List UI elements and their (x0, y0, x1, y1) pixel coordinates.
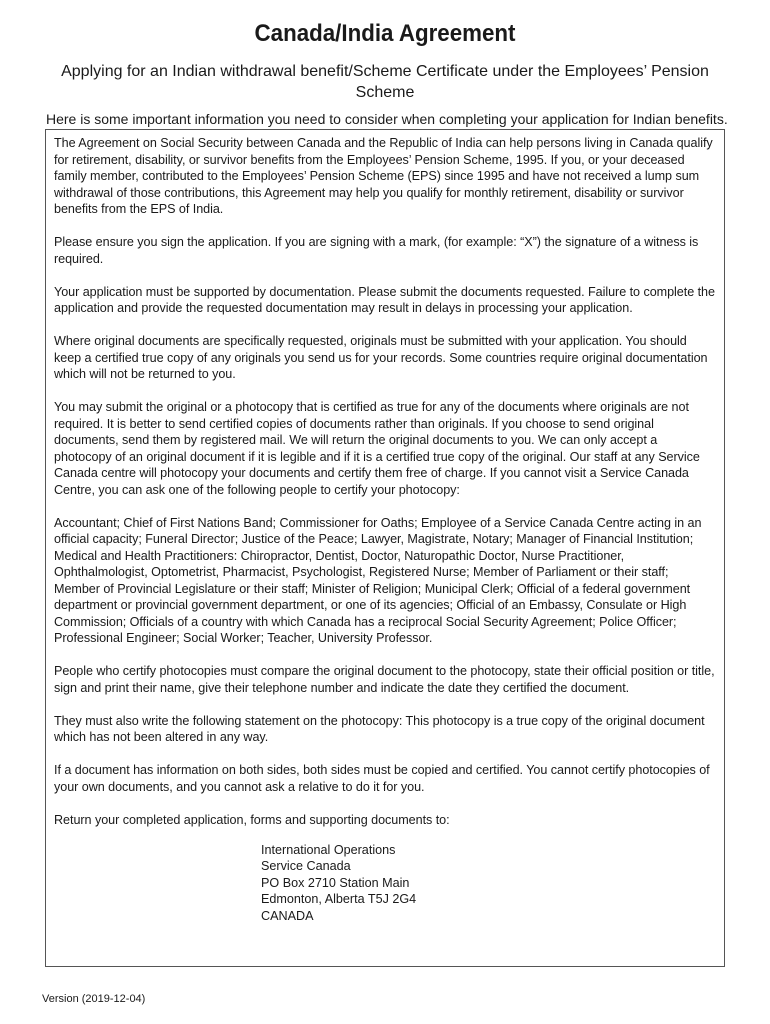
address-line: Service Canada (261, 859, 351, 873)
intro-text: Here is some important information you need to consider when completing your application for Indian benefits. (46, 111, 728, 127)
mailing-address (261, 842, 716, 925)
paragraph-statement: They must also write the following statement on the photocopy: This photocopy is a true copy of the original document which has not been altered in any way. (54, 713, 705, 744)
paragraph-return: Return your completed application, forms and supporting documents to: (54, 812, 450, 827)
information-box (45, 129, 725, 967)
address-line: Edmonton, Alberta T5J 2G4 (261, 892, 417, 906)
address-line: CANADA (261, 908, 314, 923)
page-subtitle: Applying for an Indian withdrawal benefit/Scheme Certificate under the Employees’ Pension Scheme (61, 63, 709, 101)
paragraph-photocopies: You may submit the original or a photocopy that is certified as true for any of the documents where originals are not required. It is better to send certified copies of documents rather than originals. If you choose to send original documents, send them by registered mail. We will return the original documents to you. We can only accept a photocopy of an original document if it is legible and if it is a certified true copy of the original. Our staff at any Service Canada centre will photocopy your documents and certify them free of charge. If you cannot visit a Service Canada Centre, you can ask one of the following people to certify your photocopy: (54, 400, 700, 497)
paragraph-originals: Where original documents are specifically requested, originals must be submitted with your application. You should keep a certified true copy of any originals you send us for your records. Some countries require original documentation which will not be returned to you. (54, 334, 708, 381)
address-line: PO Box 2710 Station Main (261, 875, 410, 890)
version-label: Version (2019-12-04) (42, 993, 146, 1005)
paragraph-both-sides: If a document has information on both sides, both sides must be copied and certified. You cannot certify photocopies of your own documents, and you cannot ask a relative to do it for you. (54, 763, 710, 794)
paragraph-documentation: Your application must be supported by documentation. Please submit the documents requested. Failure to complete the application and provide the requested documentation may result in delays in processing your application. (54, 284, 715, 315)
address-line: International Operations (261, 842, 396, 857)
paragraph-certifiers-list: Accountant; Chief of First Nations Band; Commissioner for Oaths; Employee of a Service Canada Centre acting in an official capacity; Funeral Director; Justice of the Peace; Lawyer, Magistrate, Notary; Manager of Financial Institution; Medical and Health Practitioners: Chiropractor, Dentist, Doctor, Naturopathic Doctor, Nurse Practitioner, Ophthalmologist, Optometrist, Pharmacist, Psychologist, Registered Nurse; Member of Parliament or their staff; Member of Provincial Legislature or their staff; Minister of Religion; Municipal Clerk; Official of a federal government department or provincial government department, or one of its agencies; Official of an Embassy, Consulate or High Commission; Officials of a country with which Canada has a reciprocal Social Security Agreement; Police Officer; Professional Engineer; Social Worker; Teacher, University Professor. (54, 515, 702, 645)
page-title: Canada/India Agreement (254, 20, 516, 47)
paragraph-agreement: The Agreement on Social Security between Canada and the Republic of India can help persons living in Canada qualify for retirement, disability, or survivor benefits from the Employees’ Pension Scheme, 1995. If you, or your deceased family member, contributed to the Employees’ Pension Scheme (EPS) since 1995 and have not received a lump sum withdrawal of those contributions, this Agreement may help you qualify for monthly retirement, disability or survivor benefits from the EPS of India. (54, 136, 713, 216)
paragraph-signature: Please ensure you sign the application. If you are signing with a mark, (for example: “X”) the signature of a witness is required. (54, 235, 699, 266)
paragraph-certifier-duties: People who certify photocopies must compare the original document to the photocopy, state their official position or title, sign and print their name, give their telephone number and indicate the date they certified the document. (54, 664, 715, 695)
